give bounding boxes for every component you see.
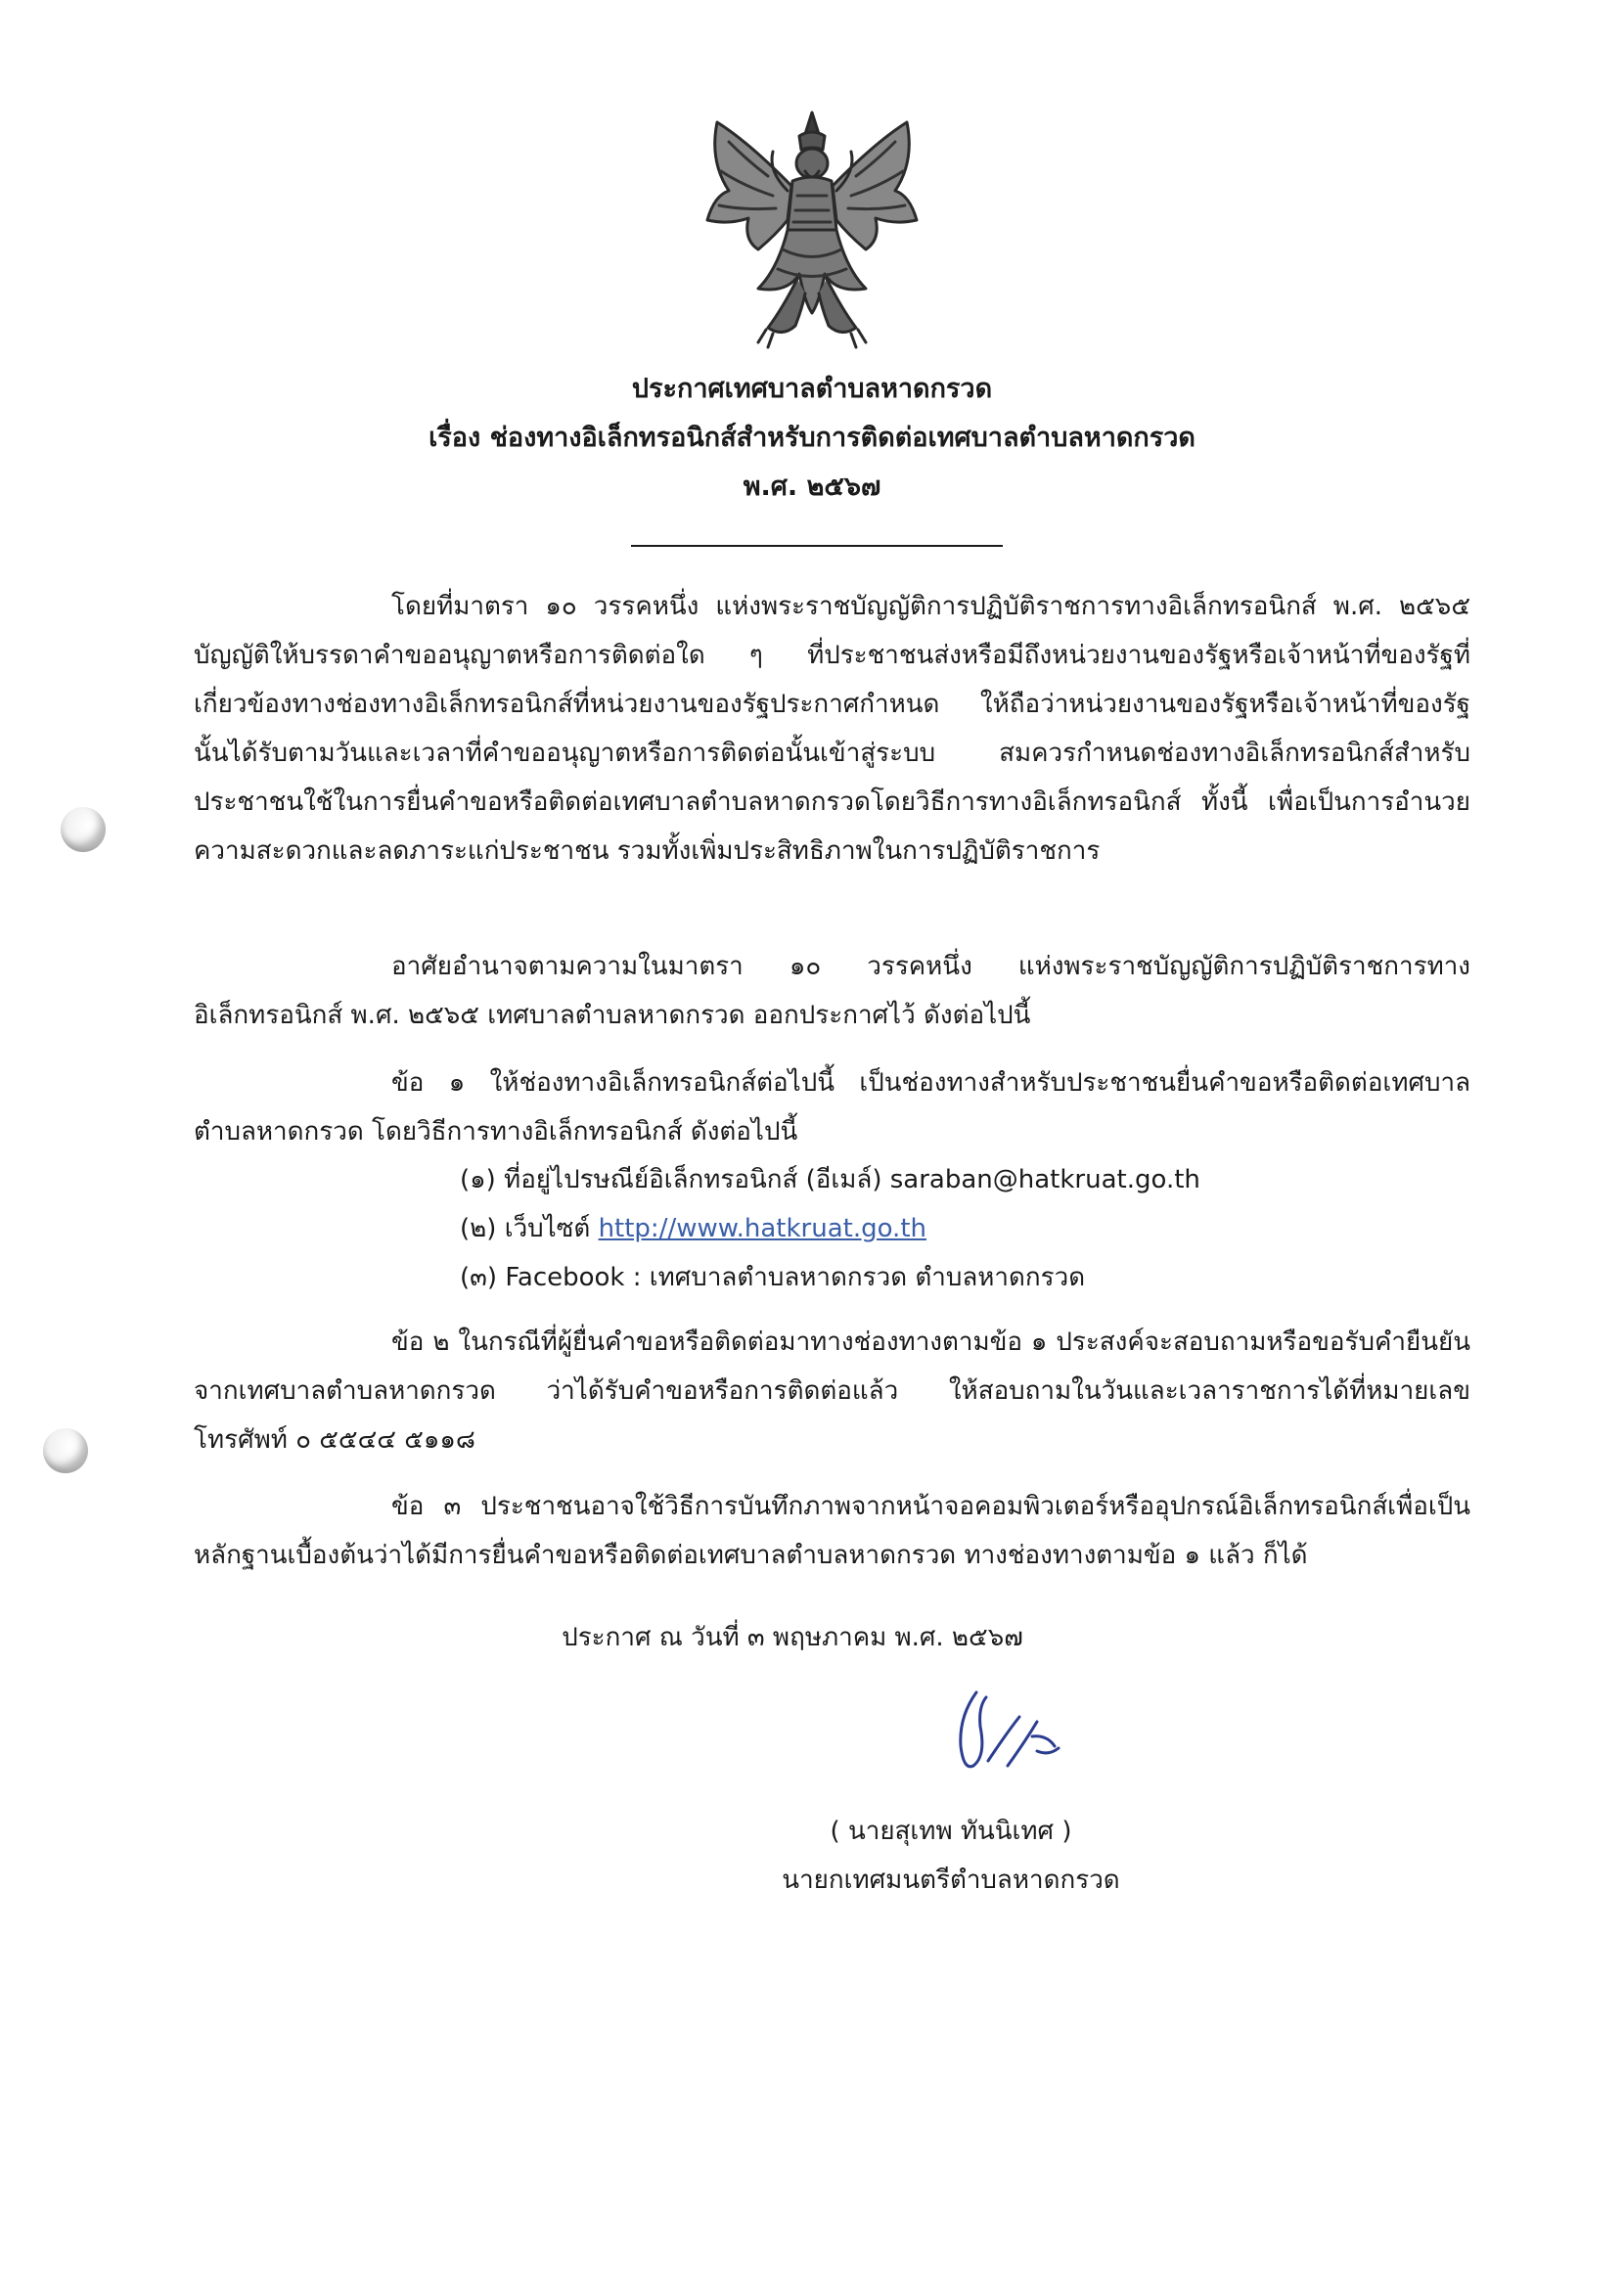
channel-email: (๑) ที่อยู่ไปรษณีย์อิเล็กทรอนิกส์ (อีเมล์) saraban@hatkruat.go.th — [460, 1165, 1200, 1194]
title-underline — [631, 545, 1003, 547]
garuda-emblem-icon — [690, 103, 934, 357]
website-link[interactable]: http://www.hatkruat.go.th — [598, 1214, 926, 1243]
announcement-title: ประกาศเทศบาลตำบลหาดกรวด — [631, 374, 993, 404]
paragraph-clause-2: ข้อ ๒ ในกรณีที่ผู้ยื่นคำขอหรือติดต่อมาทางช่องทางตามข้อ ๑ ประสงค์จะสอบถามหรือขอรับคำยืนยันจากเทศบาลตำบลหาดกรวด ว่าได้รับคำขอหรือการติดต่อแล้ว ให้สอบถามในวันและเวลาราชการได้ที่หมายเลขโทรศัพท์ ๐ ๕๕๔๔ ๕๑๑๘ — [194, 1327, 1470, 1455]
paragraph-clause-3: ข้อ ๓ ประชาชนอาจใช้วิธีการบันทึกภาพจากหน้าจอคอมพิวเตอร์หรืออุปกรณ์อิเล็กทรอนิกส์เพื่อเป็นหลักฐานเบื้องต้นว่าได้มีการยื่นคำขอหรือติดต่อเทศบาลตำบลหาดกรวด ทางช่องทางตามข้อ ๑ แล้ว ก็ได้ — [194, 1492, 1470, 1570]
paragraph-preamble: โดยที่มาตรา ๑๐ วรรคหนึ่ง แห่งพระราชบัญญัติการปฏิบัติราชการทางอิเล็กทรอนิกส์ พ.ศ. ๒๕๖๕ บัญญัติให้บรรดาคำขออนุญาตหรือการติดต่อใด ๆ ที่ประชาชนส่งหรือมีถึงหน่วยงานของรัฐหรือเจ้าหน้าที่ของรัฐที่เกี่ยวข้องทางช่องทางอิเล็กทรอนิกส์ที่หน่วยงานของรัฐประกาศกำหนด ให้ถือว่าหน่วยงานของรัฐหรือเจ้าหน้าที่ของรัฐนั้นได้รับตามวันและเวลาที่คำขออนุญาตหรือการติดต่อนั้นเข้าสู่ระบบ สมควรกำหนดช่องทางอิเล็กทรอนิกส์สำหรับประชาชนใช้ในการยื่นคำขอหรือติดต่อเทศบาลตำบลหาดกรวดโดยวิธีการทางอิเล็กทรอนิกส์ ทั้งนี้ เพื่อเป็นการอำนวยความสะดวกและลดภาระแก่ประชาชน รวมทั้งเพิ่มประสิทธิภาพในการปฏิบัติราชการ — [194, 592, 1470, 866]
punch-hole — [61, 807, 106, 852]
signer-title: นายกเทศมนตรีตำบลหาดกรวด — [782, 1866, 1120, 1895]
punch-hole — [43, 1428, 88, 1473]
announcement-subject: เรื่อง ช่องทางอิเล็กทรอนิกส์สำหรับการติดต่อเทศบาลตำบลหาดกรวด — [429, 423, 1195, 453]
signature-icon — [939, 1678, 1066, 1795]
announcement-date: ประกาศ ณ วันที่ ๓ พฤษภาคม พ.ศ. ๒๕๖๗ — [562, 1623, 1023, 1652]
announcement-year: พ.ศ. ๒๕๖๗ — [743, 472, 881, 502]
paragraph-authority: อาศัยอำนาจตามความในมาตรา ๑๐ วรรคหนึ่ง แห่งพระราชบัญญัติการปฏิบัติราชการทางอิเล็กทรอนิกส์ พ.ศ. ๒๕๖๕ เทศบาลตำบลหาดกรวด ออกประกาศไว้ ดังต่อไปนี้ — [194, 952, 1470, 1030]
signer-name: ( นายสุเทพ ทันนิเทศ ) — [830, 1817, 1072, 1846]
channel-website: (๒) เว็บไซต์ http://www.hatkruat.go.th — [460, 1214, 926, 1243]
paragraph-clause-1: ข้อ ๑ ให้ช่องทางอิเล็กทรอนิกส์ต่อไปนี้ เป็นช่องทางสำหรับประชาชนยื่นคำขอหรือติดต่อเทศบาลตำบลหาดกรวด โดยวิธีการทางอิเล็กทรอนิกส์ ดังต่อไปนี้ — [194, 1068, 1470, 1147]
channel-facebook: (๓) Facebook : เทศบาลตำบลหาดกรวด ตำบลหาดกรวด — [460, 1263, 1086, 1292]
